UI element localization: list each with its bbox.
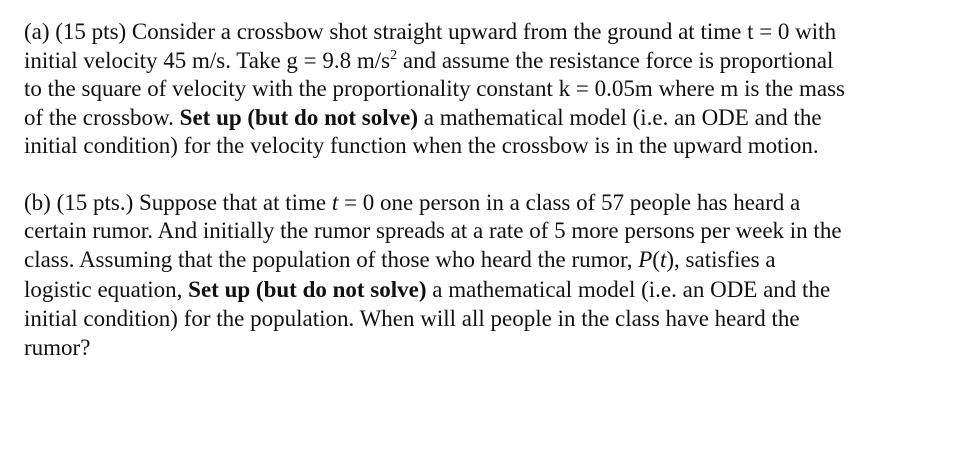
problem-a-text: to the square of velocity with the proportionality constant k = 0.05m where m is the mass [24,76,846,101]
problem-b-text: , satisfies a [674,246,776,272]
math-paren: ( [652,246,660,272]
problem-a-line [24,104,954,133]
problem-b-line [24,334,954,363]
problem-a-line [24,47,954,76]
problem-b-text: class. Assuming that the population of those who heard the rumor, [24,246,639,272]
problem-a-text: (a) (15 pts) Consider a crossbow shot straight upward from the ground at time t = 0 with [24,19,837,44]
document-body [24,18,954,362]
problem-b-text: rumor? [24,334,91,360]
problem-a-text: initial condition) for the velocity function when the crossbow is in the upward motion. [24,133,819,158]
problem-b-text: a mathematical model (i.e. an ODE and the [426,277,831,302]
math-variable: P [638,246,653,272]
problem-b-line [24,246,954,275]
problem-b [24,189,954,363]
problem-a-line [24,75,954,104]
emphasis-instruction: Set up (but do not solve) [179,104,419,130]
problem-a-text: and assume the resistance force is proportional [397,47,834,73]
problem-b-text: certain rumor. And initially the rumor spreads at a rate of 5 more persons per week in the [24,218,842,243]
math-variable: t [331,189,339,215]
problem-a-text: initial velocity 45 m/s. Take g = 9.8 m/s [24,47,391,73]
superscript-exponent: 2 [390,47,398,63]
problem-b-text: initial condition) for the population. When will all people in the class have heard the [24,306,800,331]
problem-a-line [24,18,954,47]
problem-b-text: logistic equation, [24,277,189,302]
problem-b-text: (b) (15 pts.) Suppose that at time [24,189,332,215]
problem-b-line [24,217,954,246]
problem-a-line [24,132,954,161]
math-paren: ) [666,246,675,272]
emphasis-instruction: Set up (but do not solve) [188,277,427,302]
problem-a-text: a mathematical model (i.e. an ODE and the [418,104,822,130]
problem-b-line [24,305,954,334]
problem-b-line [24,274,954,305]
problem-b-line [24,189,954,218]
math-variable: t [659,246,667,272]
problem-b-text: = 0 one person in a class of 57 people has heard a [338,189,801,215]
problem-a [24,18,954,161]
problem-a-text: of the crossbow. [24,104,180,130]
